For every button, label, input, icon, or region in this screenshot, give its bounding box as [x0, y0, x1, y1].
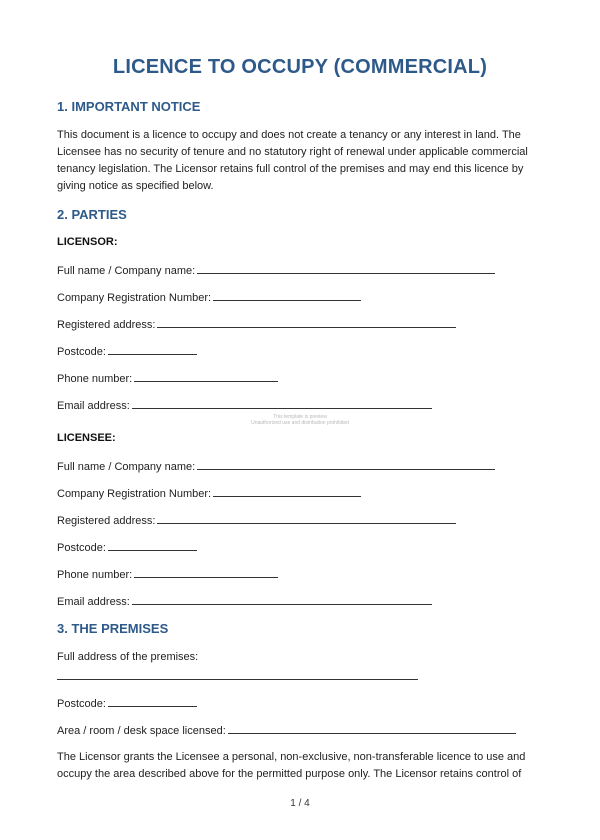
licensee-reg-number-field[interactable]: [57, 486, 361, 500]
licensee-postcode-field[interactable]: [57, 540, 197, 554]
premises-area-blank[interactable]: [228, 723, 516, 734]
licensee-phone-field[interactable]: [57, 567, 278, 581]
section-heading-premises: 3. THE PREMISES: [57, 621, 169, 636]
licensee-address-blank[interactable]: [157, 513, 456, 524]
field-label: Company Registration Number:: [57, 292, 212, 304]
licensor-postcode-field[interactable]: [57, 344, 197, 358]
licensor-address-blank[interactable]: [157, 317, 456, 328]
premises-address-label: Full address of the premises:: [57, 651, 199, 663]
licensor-postcode-blank[interactable]: [108, 344, 197, 355]
licensee-email-blank[interactable]: [132, 594, 432, 605]
licensor-full-name-blank[interactable]: [197, 263, 495, 274]
premises-line: occupy the area described above for the permitted purpose only. The Licensor retains control of: [57, 768, 522, 780]
watermark: [0, 414, 600, 426]
notice-line: This document is a licence to occupy and does not create a tenancy or any interest in land. The: [57, 129, 521, 141]
licensee-label: LICENSEE:: [57, 432, 116, 444]
watermark-line: This template is preview: [273, 414, 327, 420]
section-heading-notice: 1. IMPORTANT NOTICE: [57, 99, 201, 114]
section-heading-parties: 2. PARTIES: [57, 207, 127, 222]
premises-postcode-field[interactable]: [57, 696, 197, 710]
premises-line: The Licensor grants the Licensee a personal, non-exclusive, non-transferable licence to use and: [57, 751, 526, 763]
field-label: Registered address:: [57, 515, 156, 527]
licensor-phone-field[interactable]: [57, 371, 278, 385]
premises-address-blank[interactable]: [57, 679, 418, 680]
notice-paragraph: [57, 127, 547, 195]
field-label: Phone number:: [57, 373, 133, 385]
field-label: Email address:: [57, 596, 130, 608]
field-label: Area / room / desk space licensed:: [57, 725, 226, 737]
licensor-label: LICENSOR:: [57, 236, 118, 248]
field-label: Postcode:: [57, 346, 106, 358]
premises-paragraph: [57, 749, 547, 783]
document-title: LICENCE TO OCCUPY (COMMERCIAL): [112, 56, 488, 78]
licensor-email-field[interactable]: [57, 398, 432, 412]
licensor-phone-blank[interactable]: [134, 371, 278, 382]
premises-postcode-blank[interactable]: [108, 696, 197, 707]
licensee-reg-number-blank[interactable]: [213, 486, 361, 497]
licensee-full-name-blank[interactable]: [197, 459, 495, 470]
page-number: 1 / 4: [290, 798, 310, 809]
licensor-full-name-field[interactable]: [57, 263, 495, 277]
licensee-phone-blank[interactable]: [134, 567, 278, 578]
licensor-reg-number-blank[interactable]: [213, 290, 361, 301]
field-label: Email address:: [57, 400, 130, 412]
licensee-address-field[interactable]: [57, 513, 456, 527]
notice-line: tenancy legislation. The Licensor retains full control of the premises and may end this licence by: [57, 163, 524, 175]
licensee-full-name-field[interactable]: [57, 459, 495, 473]
licensor-email-blank[interactable]: [132, 398, 432, 409]
field-label: Full name / Company name:: [57, 461, 196, 473]
licensor-address-field[interactable]: [57, 317, 456, 331]
field-label: Full name / Company name:: [57, 265, 196, 277]
field-label: Postcode:: [57, 698, 106, 710]
licensee-postcode-blank[interactable]: [108, 540, 197, 551]
field-label: Company Registration Number:: [57, 488, 212, 500]
field-label: Phone number:: [57, 569, 133, 581]
licensor-reg-number-field[interactable]: [57, 290, 361, 304]
field-label: Registered address:: [57, 319, 156, 331]
field-label: Postcode:: [57, 542, 106, 554]
watermark-line: Unauthorized use and distribution prohibited: [251, 420, 349, 426]
notice-line: Licensee has no security of tenure and no statutory right of renewal under applicable commercial: [57, 146, 528, 158]
licensee-email-field[interactable]: [57, 594, 432, 608]
notice-line: giving notice as specified below.: [57, 180, 214, 192]
premises-area-field[interactable]: [57, 723, 516, 737]
